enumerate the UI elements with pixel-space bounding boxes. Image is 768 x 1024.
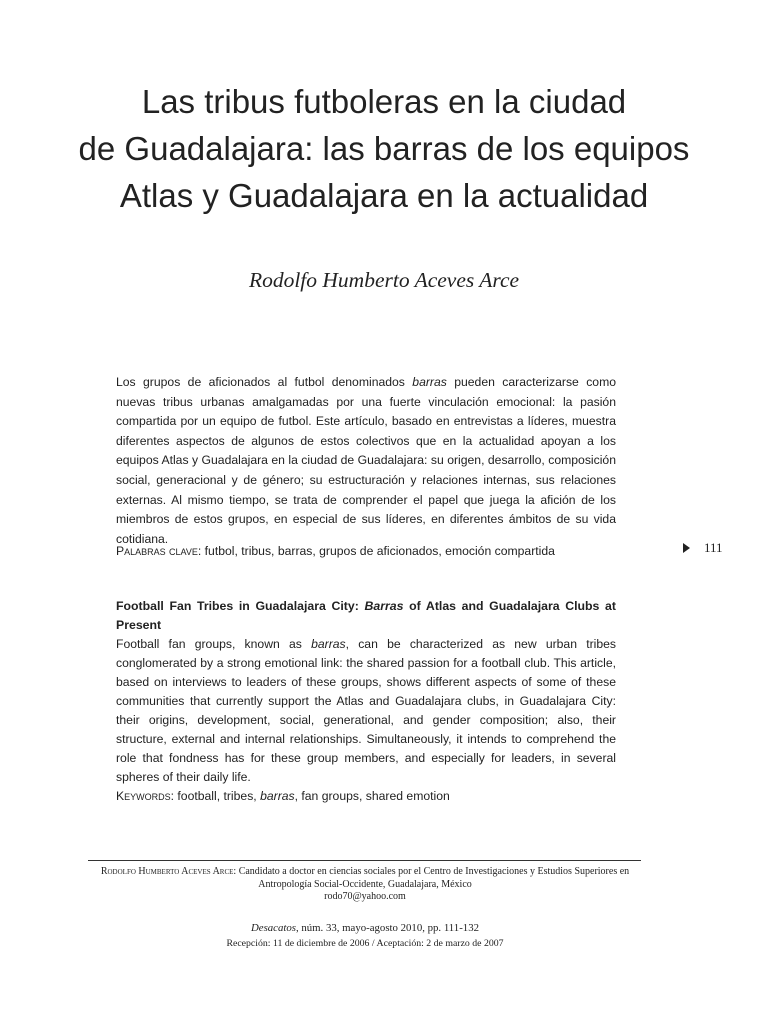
keywords-en-text-2: , fan groups, shared emotion — [294, 789, 450, 803]
abstract-spanish — [116, 373, 616, 549]
keywords-en-text-1: football, tribes, — [174, 789, 261, 803]
footnote-text: : Candidato a doctor en ciencias sociales por el Centro de Investigaciones y Estudios Superiores en Antropología Social-Occidente, Guadalajara, México — [233, 866, 630, 890]
author-email: rodo70@yahoo.com — [324, 891, 406, 902]
keywords-es-text: futbol, tribus, barras, grupos de aficionados, emoción compartida — [201, 544, 555, 558]
author-name: Rodolfo Humberto Aceves Arce — [248, 268, 520, 292]
keywords-es-label: Palabras clave: — [116, 544, 202, 558]
abstract-es-text-2: pueden caracterizarse como nuevas tribus urbanas amalgamadas por una fuerte vinculación emocional: la pasión compartida por un equipo de futbol. Este artículo, basado en entrevistas a líderes, muestra diferentes aspectos de algunos de estos colectivos que en la actualidad apoyan a los equipos Atlas y Guadalajara en la ciudad de Guadalajara: su origen, desarrollo, composición social, generacional y de género; su estructuración y relaciones internas, sus relaciones externas. Al mismo tiempo, se trata de comprender el papel que juega la afición de los miembros de estos grupos, en especial de sus líderes, en diferentes ámbitos de su vida cotidiana. — [116, 375, 616, 546]
en-abstract-italic: barras — [311, 637, 346, 651]
title-line-3: Atlas y Guadalajara en la actualidad — [119, 177, 649, 214]
keywords-en-italic: barras — [260, 789, 295, 803]
reception-dates: Recepción: 11 de diciembre de 2006 / Aceptación: 2 de marzo de 2007 — [226, 938, 504, 949]
author-footnote — [80, 866, 650, 904]
article-title — [40, 78, 728, 219]
en-title-text-2: of Atlas and Guadalajara Clubs at Present — [116, 599, 616, 632]
en-title-text-1: Football Fan Tribes in Guadalajara City: — [116, 599, 365, 613]
english-title — [116, 597, 616, 635]
journal-name: Desacatos — [250, 922, 296, 934]
abstract-es-text-1: Los grupos de aficionados al futbol denominados — [116, 375, 413, 389]
en-abstract-text-1: Football fan groups, known as — [116, 637, 312, 651]
citation-details: , núm. 33, mayo-agosto 2010, pp. 111-132 — [295, 922, 479, 934]
keywords-en-label: Keywords: — [116, 789, 175, 803]
page-number-text: 111 — [704, 540, 723, 555]
title-line-2: de Guadalajara: las barras de los equipos — [78, 130, 690, 167]
en-title-italic: Barras — [364, 599, 404, 613]
abstract-es-italic: barras — [412, 375, 447, 389]
en-abstract-text-2: , can be characterized as new urban tribes conglomerated by a strong emotional link: the shared passion for a football club. This article, based on interviews to leaders of these groups, shows different aspects of some of these communities that currently support the Atlas and Guadalajara clubs, in Guadalajara City: their origins, development, social, generational, and gender composition; also, their structure, external and internal relationships. Simultaneously, it intends to comprehend the role that fondness has for these group members, and especially for leaders, in several spheres of their daily life. — [116, 637, 616, 784]
citation — [80, 920, 650, 936]
triangle-right-icon — [683, 543, 690, 553]
keywords-english — [116, 787, 616, 806]
page-number — [683, 540, 723, 556]
footnote-author-name: Rodolfo Humberto Aceves Arce — [100, 866, 234, 877]
abstract-english — [116, 635, 616, 787]
title-line-1: Las tribus futboleras en la ciudad — [141, 83, 627, 120]
footnote-divider — [88, 860, 641, 861]
keywords-spanish — [116, 542, 636, 561]
